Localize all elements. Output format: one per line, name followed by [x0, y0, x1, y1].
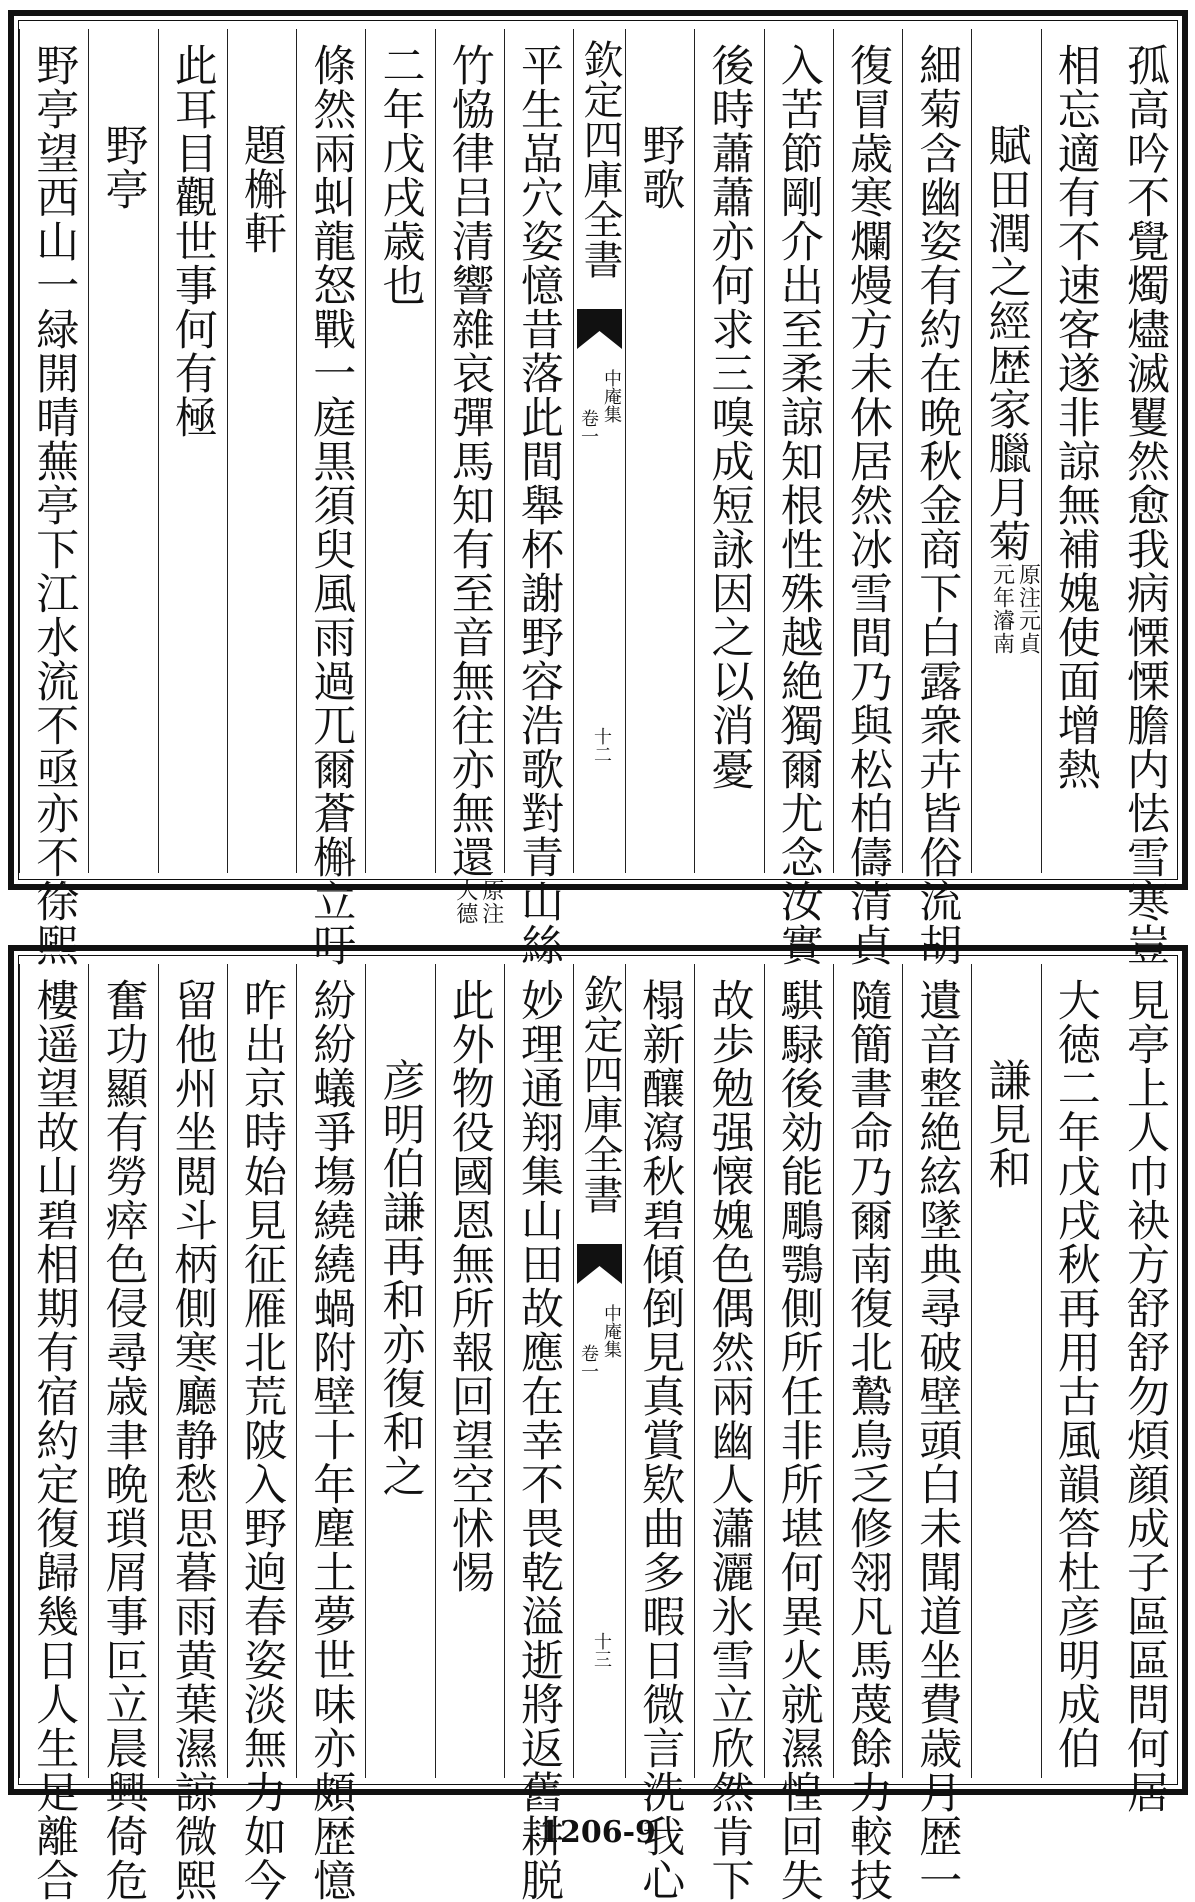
text-column	[764, 29, 833, 967]
text-column	[19, 964, 88, 1902]
text-column	[365, 964, 434, 1778]
upper-page	[8, 10, 1188, 967]
volume-label: 卷一	[578, 1344, 599, 1380]
collection-name: 中庵集	[601, 369, 622, 423]
column-text: 此外物役國恩無所報回望空怵惕	[444, 978, 495, 1594]
text-column	[694, 29, 763, 873]
column-text: 野亭	[98, 123, 149, 211]
text-column	[365, 29, 434, 873]
annotation-line: 大德	[452, 879, 478, 925]
text-column	[1041, 964, 1110, 1778]
leaf-number: 十二	[591, 727, 612, 763]
text-column	[227, 29, 296, 873]
column-text: 相忘適有不速客遂非諒無補媿使面增熱	[1050, 43, 1101, 791]
book-title: 欽定四庫全書	[577, 974, 623, 1214]
text-column	[504, 29, 573, 967]
page-number-footer: 1206-9	[539, 1815, 656, 1850]
column-text: 榻新釀瀉秋碧傾倒見真賞欵曲多暇日微言洗我心	[635, 978, 686, 1902]
column-text: 野亭望西山一緑開晴蕪亭下江水流不亟亦不徐煕	[29, 43, 80, 967]
text-column	[504, 964, 573, 1902]
column-text: 紛紛蟻爭塲繞繞蝸附壁十年塵土夢世味亦頗歴憶	[306, 978, 357, 1902]
annotation-line: 原注元貞	[1015, 563, 1041, 655]
column-text: 見亭上人巾袂方舒舒勿煩顔成子區區問何居	[1120, 978, 1170, 1814]
annotation-line: 原注	[478, 879, 504, 925]
text-column	[88, 29, 157, 873]
center-gutter	[573, 29, 625, 873]
column-text: 野歌	[635, 123, 686, 211]
annotation-note	[452, 879, 504, 925]
text-column	[1110, 964, 1179, 1814]
column-text: 妙理通翔集山田故應在幸不畏乾溢逝將返舊耕脱	[514, 978, 564, 1902]
text-column	[764, 964, 833, 1902]
column-text: 彦明伯謙再和亦復和之	[375, 1058, 426, 1498]
text-column	[1110, 29, 1179, 967]
annotation-line: 元年濬南	[989, 563, 1015, 655]
column-text: 留他州坐閲斗柄側寒廳静愁思暮雨黄葉濕諒微熙	[167, 978, 218, 1902]
column-text: 二年戊戌歳也	[375, 43, 426, 307]
column-text: 後時蕭蕭亦何求三嗅成短詠因之以消憂	[704, 43, 755, 791]
text-column	[902, 29, 971, 967]
collection-name: 中庵集	[601, 1304, 622, 1358]
column-text: 大徳二年戊戌秋再用古風韻答杜彦明成伯	[1050, 978, 1101, 1770]
text-column	[158, 964, 227, 1902]
column-text: 奮功顯有勞瘁色侵尋歳聿晩瑣屑事叵立晨興倚危	[98, 978, 149, 1902]
upper-page-inner-frame	[18, 20, 1178, 967]
text-column	[227, 964, 296, 1902]
column-text: 孤高吟不覺燭燼滅矍然愈我病慄慄膽内怯雪寒豈	[1120, 43, 1170, 967]
column-text: 入苦節剛介出至柔諒知根性殊越絶獨爾尤念汝實	[773, 43, 824, 967]
text-column	[833, 964, 902, 1902]
text-column	[435, 964, 504, 1778]
column-text: 隨簡書命乃爾南復北鷙鳥乏修翎凡馬蔑餘力較技	[843, 978, 893, 1902]
annotation-note	[989, 563, 1041, 655]
text-column	[625, 29, 694, 873]
text-column	[158, 29, 227, 873]
text-column	[971, 964, 1040, 1778]
text-column	[902, 964, 971, 1902]
volume-label: 卷一	[578, 409, 599, 445]
column-text: 騏騄後効能鵰鶚側所任非所堪何異火就濕惶回失	[773, 978, 824, 1902]
text-column	[435, 29, 504, 925]
text-column	[1041, 29, 1110, 873]
book-title: 欽定四庫全書	[577, 39, 623, 279]
column-text: 故歩勉强懐媿色偶然兩幽人瀟灑氷雪立欣然肯下	[704, 978, 755, 1902]
column-text: 謙見和	[981, 1058, 1032, 1190]
text-column	[88, 964, 157, 1902]
column-text: 竹恊律吕清響雜哀彈馬知有至音無往亦無還	[444, 43, 495, 879]
text-column	[19, 29, 88, 967]
column-text: 條然兩虯龍怒戰一庭黒須臾風雨過兀爾蒼槲立吁	[306, 43, 357, 967]
text-column	[296, 29, 365, 967]
text-column	[296, 964, 365, 1902]
center-gutter	[573, 964, 625, 1778]
leaf-number: 十三	[591, 1632, 612, 1668]
column-text: 遺音整絶絃墜典尋破壁頭白未聞道坐費歳月歴一	[912, 978, 963, 1902]
column-text: 昨出京時始見征雁北荒陂入野逈春姿淡無力如今	[237, 978, 287, 1902]
text-column	[694, 964, 763, 1902]
column-text: 細菊含幽姿有約在晩秋金商下白露衆卉皆俗流胡	[912, 43, 963, 967]
column-text: 復冒歳寒爛熳方未休居然冰雪間乃與松柏儔清貞	[843, 43, 893, 967]
column-text: 題槲軒	[237, 123, 287, 255]
column-text: 賦田潤之經歴家臘月菊	[981, 123, 1032, 563]
column-text: 此耳目觀世事何有極	[167, 43, 218, 439]
column-text: 樓遥望故山碧相期有宿約定復歸幾日人生足離合	[29, 978, 80, 1902]
column-text: 平生嵓穴姿憶昔落此間舉杯謝野容浩歌對青山絲	[514, 43, 564, 967]
text-column	[625, 964, 694, 1902]
text-column	[833, 29, 902, 967]
text-column	[971, 29, 1040, 873]
